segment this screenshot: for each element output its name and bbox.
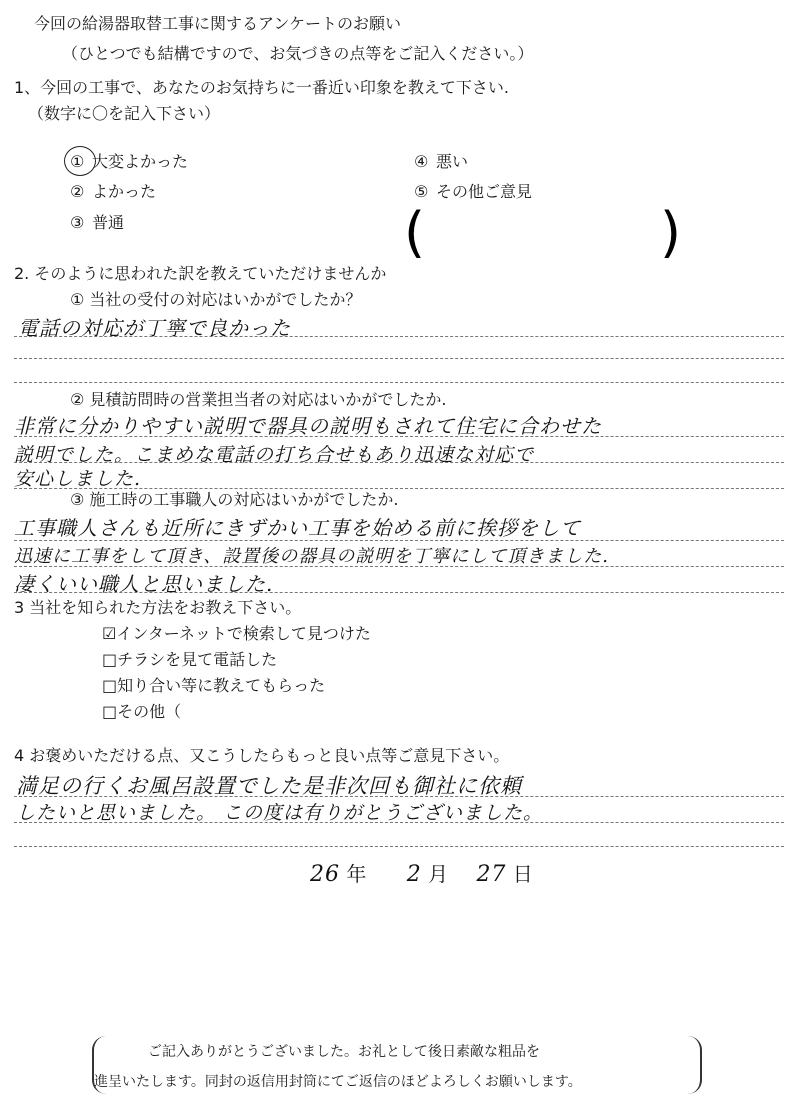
q2-sub2-label: ② 見積訪問時の営業担当者の対応はいかがでしたか. xyxy=(70,390,447,409)
q2-sub3-answer-line: 工事職人さんも近所にきずかい工事を始める前に挨拶をして xyxy=(14,516,581,540)
q3-option-other[interactable]: □その他（ xyxy=(102,702,182,721)
q2-sub1-answer-line: 電話の対応が丁寧で良かった xyxy=(18,316,291,340)
checkbox-checked-icon[interactable]: ☑ xyxy=(102,624,117,643)
answer-rule xyxy=(14,382,784,383)
submission-date: 26 年 2 月 27 日 xyxy=(310,862,533,887)
q2-sub3-label: ③ 施工時の工事職人の対応はいかがでしたか. xyxy=(70,490,399,509)
footer-line-1: ご記入ありがとうございました。お礼として後日素敵な粗品を xyxy=(148,1044,540,1060)
answer-rule xyxy=(14,796,784,797)
answer-rule xyxy=(14,462,784,463)
q3-question: 3 当社を知られた方法をお教え下さい。 xyxy=(14,598,302,617)
survey-subtitle: （ひとつでも結構ですので、お気づきの点等をご記入ください。） xyxy=(62,44,534,63)
answer-rule xyxy=(14,436,784,437)
q2-sub2-answer-line: 説明でした。こまめな電話の打ち合せもあり迅速な対応で xyxy=(14,444,535,466)
checkbox-icon[interactable]: □ xyxy=(102,676,118,695)
q1-option-5[interactable]: ⑤ その他ご意見 xyxy=(414,182,533,201)
date-year: 26 xyxy=(310,862,340,887)
q3-option-referral[interactable]: □知り合い等に教えてもらった xyxy=(102,676,326,695)
q2-sub1-label: ① 当社の受付の対応はいかがでしたか？ xyxy=(70,290,362,309)
q1-option-1[interactable]: ① 大変よかった xyxy=(70,152,189,171)
answer-rule xyxy=(14,358,784,359)
answer-rule xyxy=(14,566,784,567)
q1-other-paren-open: ( xyxy=(404,201,426,264)
q2-sub2-answer-line: 非常に分かりやすい説明で器具の説明もされて住宅に合わせた xyxy=(14,414,602,438)
answer-rule xyxy=(14,592,784,593)
q4-question: 4 お褒めいただける点、又こうしたらもっと良い点等ご意見下さい。 xyxy=(14,746,510,765)
q1-option-2[interactable]: ② よかった xyxy=(70,182,157,201)
survey-title: 今回の給湯器取替工事に関するアンケートのお願い xyxy=(34,14,402,33)
q4-answer-line: したいと思いました。 この度は有りがとうございました。 xyxy=(16,802,544,824)
date-day: 27 xyxy=(476,862,507,887)
date-month: 2 xyxy=(406,862,422,887)
q1-other-paren-close: ) xyxy=(660,201,682,264)
q1-option-4[interactable]: ④ 悪い xyxy=(414,152,469,171)
q4-answer-line: 満足の行くお風呂設置でした是非次回も御社に依頼 xyxy=(16,774,522,798)
answer-rule xyxy=(14,540,784,541)
answer-rule xyxy=(14,488,784,489)
q2-question: 2. そのように思われた訳を教えていただけませんか xyxy=(14,264,387,283)
q1-question: 1、今回の工事で、あなたのお気持ちに一番近い印象を教えて下さい. xyxy=(14,78,509,97)
answer-rule xyxy=(14,846,784,847)
q3-option-flyer[interactable]: □チラシを見て電話した xyxy=(102,650,278,669)
checkbox-icon[interactable]: □ xyxy=(102,650,118,669)
q2-sub3-answer-line: 凄くいい職人と思いました. xyxy=(14,572,274,596)
q1-option-3[interactable]: ③ 普通 xyxy=(70,213,125,232)
q2-sub3-answer-line: 迅速に工事をして頂き、設置後の器具の説明を丁寧にして頂きました. xyxy=(14,546,609,567)
answer-rule xyxy=(14,822,784,823)
answer-rule xyxy=(14,336,784,337)
footer-line-2: 進呈いたします。同封の返信用封筒にてご返信のほどよろしくお願いします。 xyxy=(94,1074,582,1090)
q1-instruction: （数字に〇を記入下さい） xyxy=(28,104,221,123)
q2-sub2-answer-line: 安心しました. xyxy=(14,468,142,490)
checkbox-icon[interactable]: □ xyxy=(102,702,118,721)
q3-option-internet[interactable]: ☑インターネットで検索して見つけた xyxy=(102,624,371,643)
